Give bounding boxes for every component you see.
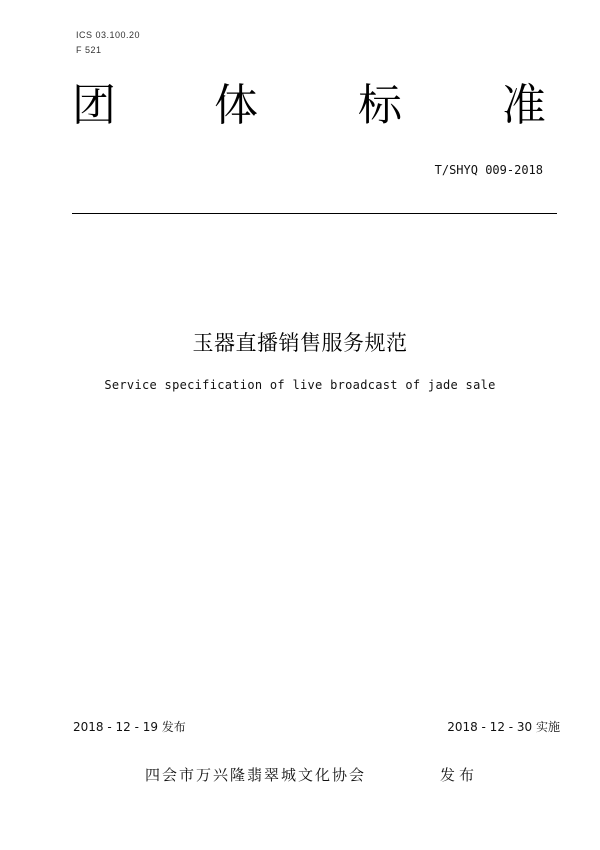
- publish-label: 发布: [440, 766, 479, 784]
- document-title-english: Service specification of live broadcast of jade sale: [104, 378, 496, 392]
- ccs-code: F 521: [76, 45, 102, 55]
- standard-type-char: 标: [358, 80, 402, 131]
- publisher-name: 四会市万兴隆翡翠城文化协会: [145, 766, 367, 784]
- header-divider: [72, 213, 557, 214]
- publish-date: 2018 - 12 - 19 发布: [73, 720, 186, 734]
- standard-type-heading: [72, 78, 552, 134]
- standard-type-char: 准: [502, 80, 546, 131]
- ics-code: ICS 03.100.20: [76, 30, 141, 40]
- standard-type-char: 体: [214, 80, 258, 131]
- standard-number: T/SHYQ 009-2018: [434, 163, 543, 177]
- implement-date: 2018 - 12 - 30 实施: [447, 720, 560, 734]
- document-title-chinese: 玉器直播销售服务规范: [192, 331, 408, 355]
- standard-type-char: 团: [72, 80, 116, 131]
